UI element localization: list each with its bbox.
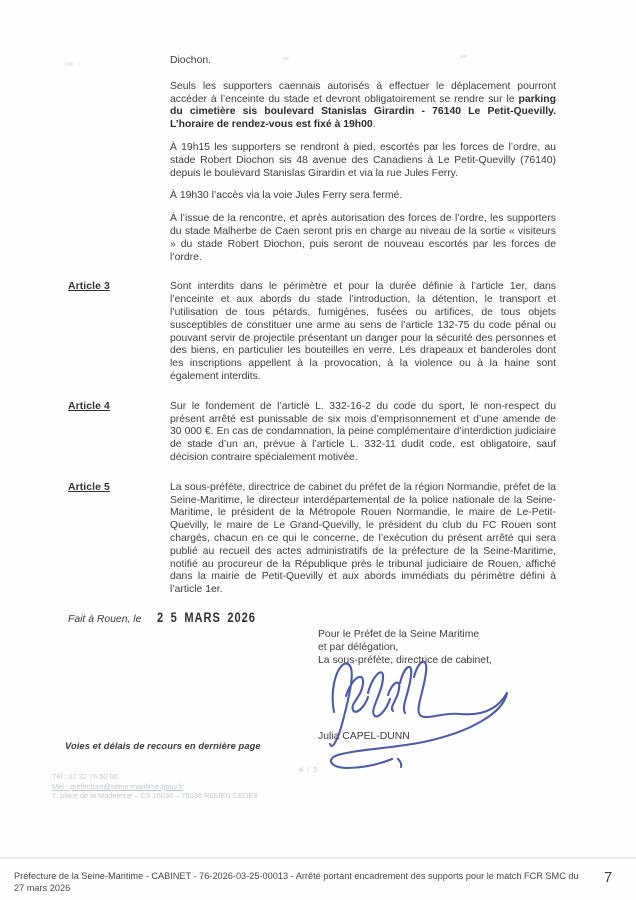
article-label: Article 5 xyxy=(68,481,110,493)
sheet-number: 4 / 5 xyxy=(299,765,319,774)
continuation-paragraph xyxy=(170,190,556,203)
continuation-paragraph xyxy=(170,213,556,264)
signature-block xyxy=(318,628,563,668)
paragraph-text: À 19h30 l’accès via la voie Jules Ferry sera fermé. xyxy=(170,190,403,202)
signature-block-line: Pour le Préfet de la Seine Maritime xyxy=(318,629,480,640)
continuation-paragraph xyxy=(170,81,556,132)
article-label: Article 4 xyxy=(68,400,110,412)
date-stamp: 2 5 MARS 2026 xyxy=(157,609,257,625)
signature-ink xyxy=(316,652,524,774)
recours-note: Voies et délais de recours en dernière page xyxy=(65,741,261,751)
date-line xyxy=(68,609,556,627)
continuation-paragraph xyxy=(170,142,556,180)
date-place-label: Fait à Rouen, le xyxy=(68,613,142,625)
continuation-paragraph xyxy=(170,55,556,68)
article-body: Sont interdits dans le périmètre et pour la durée définie à l’article 1er, dans l’enceinte et aux abords du stade l’introduction, la détention, le transport et l’utilisation de tous pétards, fumigènes, fusées ou artifices, de tous objets susceptibles de constituer une arme au sens de l’article 132-75 du code pénal ou pouvant servir de projectile présentant un danger pour la sécurité des personnes et des biens, en particulier les bouteilles en verre. Les drapeaux et banderoles dont les inscriptions appellent à la provocation, à la violence ou à la haine sont également interdits. xyxy=(170,281,556,382)
scan-edge-divider xyxy=(0,857,636,859)
footer-reference: Préfecture de la Seine-Maritime - CABINET - 76-2026-03-25-00013 - Arrêté portant encadrement des supports pour le match FCR SMC du 27 mars 2026 xyxy=(14,871,579,893)
article-4 xyxy=(68,401,556,465)
contact-address: 7, place de la Madeleine – CS 16036 – 76036 ROUEN CEDEX xyxy=(52,791,259,801)
article-body: La sous-préfète, directrice de cabinet du préfet de la région Normandie, préfet de la Seine-Maritime, le directeur interdépartemental de la police nationale de la Seine-Maritime, le président de la Métropole Rouen Normandie, le maire de Le-Petit-Quevilly, le maire de Le Grand-Quevilly, le président du club du FC Rouen sont chargés, chacun en ce qui le concerne, de l’exécution du présent arrêté qui sera publié au recueil des actes administratifs de la préfecture de la Seine-Maritime, notifié au procureur de la République près le tribunal judiciaire de Rouen, affiché dans la mairie de Petit-Quevilly et aux abords immédiats du périmètre défini à l’article 1er. xyxy=(170,481,556,596)
article-body: Sur le fondement de l’article L. 332-16-2 du code du sport, le non-respect du présent arrêté est punissable de six mois d’emprisonnement et d’une amende de 30 000 €. En cas de condamnation, la peine complémentaire d’interdiction judiciaire de stade d’un an, prévue à l’article L. 332-11 dudit code, est obligatoire, sauf décision contraire spécialement motivée. xyxy=(170,400,556,463)
signature-block-line: et par délégation, xyxy=(318,642,399,654)
article-label: Article 3 xyxy=(68,281,110,293)
contact-email: Mél : prefecture@seine-maritime.gouv.fr xyxy=(52,781,184,791)
contact-tel: Tél : 02 32 76 50 00 xyxy=(52,772,118,781)
document-body xyxy=(68,55,556,627)
paragraph-bold-text: parking du cimetière sis boulevard Stanislas Girardin - 76140 Le Petit-Quevilly. L’horaire de rendez-vous est fixé à 19h00 xyxy=(170,93,556,131)
footer-page-number: 7 xyxy=(604,869,613,886)
paragraph-text: À l’issue de la rencontre, et après autorisation des forces de l’ordre, les supporters du stade Malherbe de Caen seront pris en charge au niveau de la sortie « visiteurs » du stade Robert Diochon, puis seront de nouveau escortés par les forces de l’ordre. xyxy=(170,213,556,263)
article-5 xyxy=(68,482,556,597)
signature-block-line: La sous-préfète, directrice de cabinet, xyxy=(318,655,492,667)
paragraph-text: Seuls les supporters caennais autorisés à effectuer le déplacement pourront accéder à l’enceinte du stade et devront obligatoirement se rendre sur le xyxy=(170,80,556,105)
signatory-name: Julia CAPEL-DUNN xyxy=(318,731,410,742)
paragraph-text: Diochon. xyxy=(170,55,212,66)
paragraph-text: . xyxy=(372,119,376,131)
article-3 xyxy=(68,281,556,383)
contact-block xyxy=(52,772,258,801)
paragraph-text: À 19h15 les supporters se rendront à pied, escortés par les forces de l’ordre, au stade Robert Diochon sis 48 avenue des Canadiens à Le Petit-Quevilly (76140) depuis le boulevard Stanislas Girardin et via la rue Jules Ferry. xyxy=(170,141,556,179)
